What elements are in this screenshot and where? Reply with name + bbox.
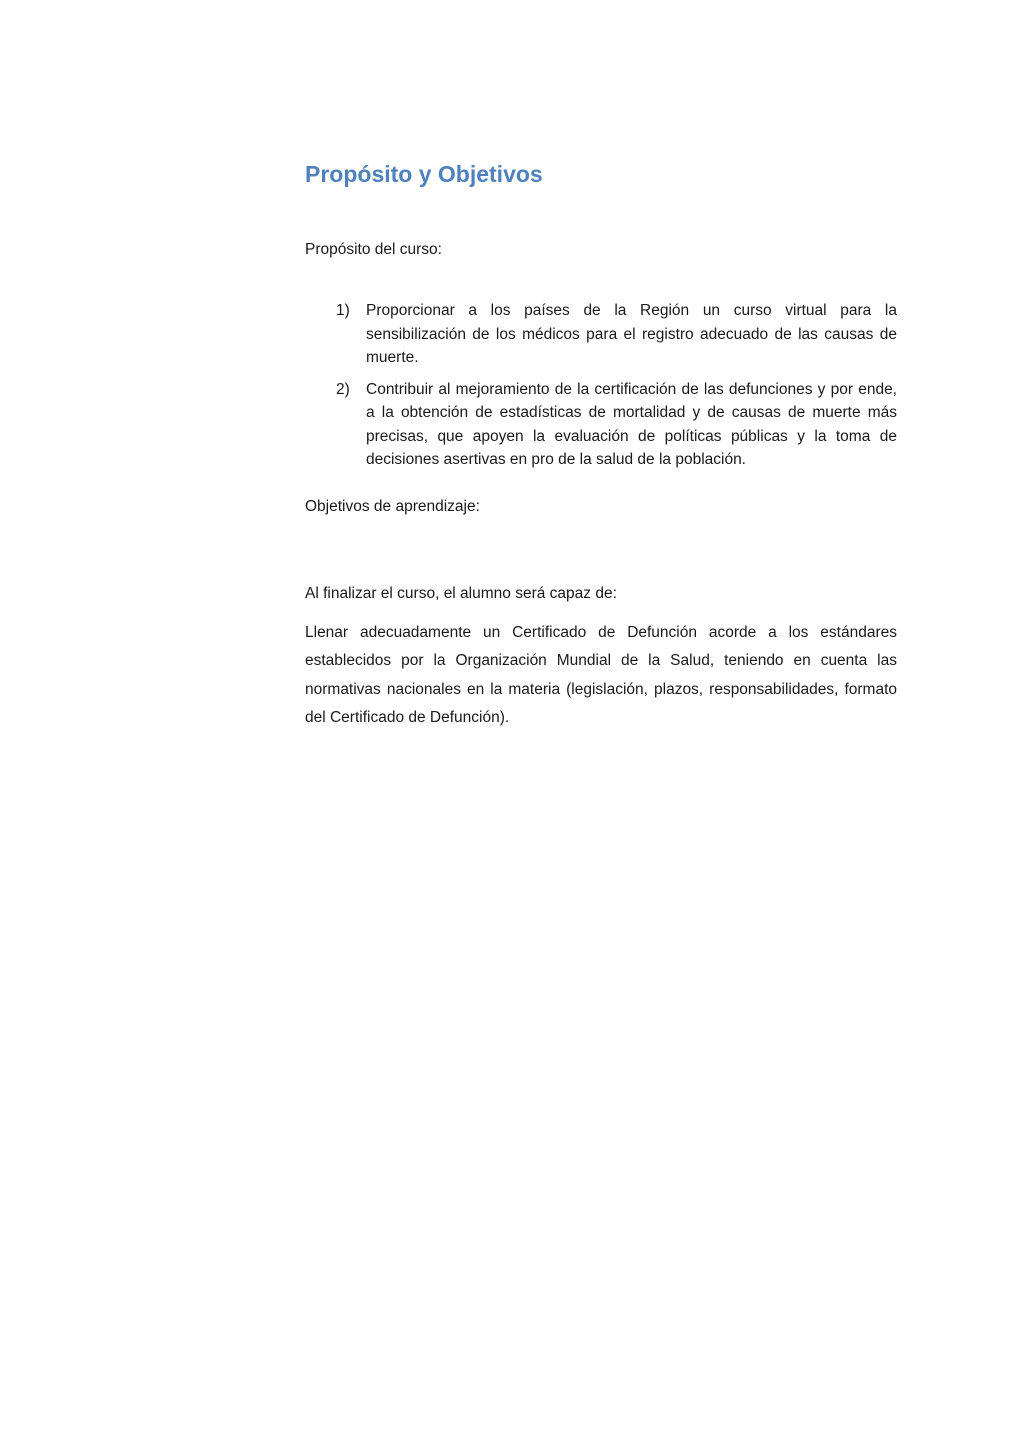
purpose-label: Propósito del curso:	[305, 241, 442, 258]
purpose-item	[305, 299, 897, 370]
purpose-item-number: 2)	[336, 380, 350, 398]
purpose-item-text: Proporcionar a los países de la Región un curso virtual para la sensibilización de los médicos para el registro adecuado de las causas de muerte.	[366, 302, 897, 366]
purpose-list	[305, 299, 897, 472]
objectives-intro: Al finalizar el curso, el alumno será capaz de:	[305, 584, 617, 602]
objectives-label: Objetivos de aprendizaje:	[305, 497, 480, 515]
page-title: Propósito y Objetivos	[305, 161, 543, 187]
learning-outcome: Llenar adecuadamente un Certificado de Defunción acorde a los estándares establecidos por la Organización Mundial de la Salud, teniendo en cuenta las normativas nacionales en la materia (legislación, plazos, responsabilidades, formato del Certificado de Defunción).	[305, 623, 897, 726]
purpose-item	[305, 378, 897, 472]
purpose-item-text: Contribuir al mejoramiento de la certificación de las defunciones y por ende, a la obtención de estadísticas de mortalidad y de causas de muerte más precisas, que apoyen la evaluación de políticas públicas y la toma de decisiones asertivas en pro de la salud de la población.	[366, 380, 897, 468]
purpose-item-number: 1)	[336, 302, 350, 319]
page-content	[305, 158, 897, 733]
